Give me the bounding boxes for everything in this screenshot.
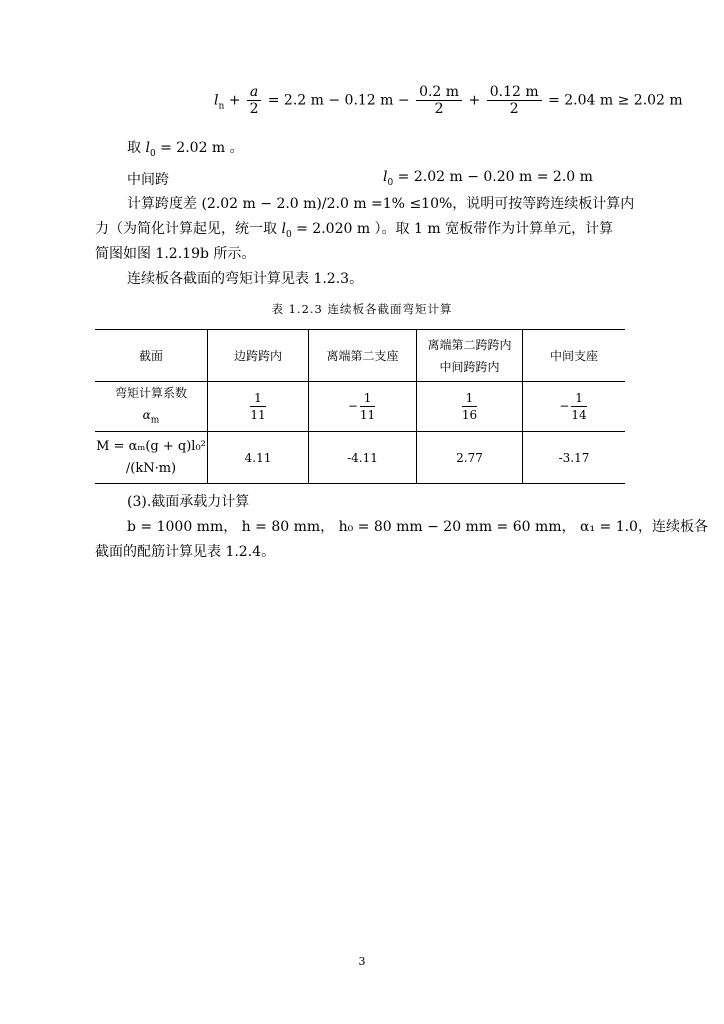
table-cell: -4.11 xyxy=(309,432,417,484)
table-header-cell: 中间支座 xyxy=(523,330,626,382)
take-prefix: 取 xyxy=(127,140,146,156)
middle-span-text: 中间跨 xyxy=(127,172,169,188)
table-header-cell: 截面 xyxy=(95,330,208,382)
frac-num: 1 xyxy=(462,390,477,407)
paragraph-line: 截面的配筋计算见表 1.2.4。 xyxy=(95,544,276,560)
eq-plus: + xyxy=(228,92,241,109)
section-heading: (3).截面承载力计算 xyxy=(127,494,250,510)
eq-rhs: = 2.04 m ≥ 2.02 m xyxy=(548,92,683,109)
table-header-cell xyxy=(417,330,523,382)
table-header-cell: 边跨跨内 xyxy=(208,330,309,382)
table-row xyxy=(95,432,625,484)
frac-den: 14 xyxy=(571,408,587,423)
eq-fraction-b xyxy=(416,84,462,117)
table-row-label xyxy=(95,382,208,432)
middle-span-label xyxy=(127,169,169,189)
middle-span-sub: 0 xyxy=(387,177,394,188)
take-sub: 0 xyxy=(149,148,156,159)
eq-middle: = 2.2 m − 0.12 m − xyxy=(267,92,410,109)
eq-fraction-c xyxy=(487,84,542,117)
eq-fraction-a xyxy=(247,84,261,117)
table-header-cell: 离端第二支座 xyxy=(309,330,417,382)
frac-num: 0.12 m xyxy=(487,84,542,101)
frac-den: 2 xyxy=(249,101,259,117)
table-cell: 2.77 xyxy=(417,432,523,484)
coef-fraction xyxy=(571,390,586,423)
alpha-sub: m xyxy=(150,415,160,426)
middle-span-value: = 2.02 m − 0.20 m = 2.0 m xyxy=(393,169,593,185)
table-cell xyxy=(523,382,626,432)
frac-num: 1 xyxy=(360,390,375,407)
frac-den: 2 xyxy=(509,101,519,117)
table-cell xyxy=(208,382,309,432)
para-text: = 2.020 m ）。取 1 m 宽板带作为计算单元，计算 xyxy=(291,221,614,237)
page-number: 3 xyxy=(358,955,366,968)
table-row-label xyxy=(95,432,208,484)
moment-table xyxy=(95,329,625,484)
frac-den: 11 xyxy=(359,408,376,423)
table-cell: -3.17 xyxy=(523,432,626,484)
table-cell xyxy=(309,382,417,432)
para-symbol: l xyxy=(281,221,286,237)
take-symbol: l xyxy=(145,140,150,156)
para-text: 力（为简化计算起见，统一取 xyxy=(95,221,282,237)
header-line: 离端第二跨跨内 xyxy=(427,337,512,352)
para-sub: 0 xyxy=(285,229,292,240)
equation-clear-span xyxy=(214,84,683,117)
frac-num: a xyxy=(247,84,261,101)
frac-den: 16 xyxy=(461,408,478,423)
coef-fraction xyxy=(250,390,265,423)
frac-num: 0.2 m xyxy=(416,84,462,101)
take-span-line xyxy=(127,137,244,159)
frac-num: 1 xyxy=(250,390,265,407)
middle-span-symbol: l xyxy=(383,169,388,185)
header-line: 中间跨跨内 xyxy=(439,359,500,374)
coef-fraction xyxy=(360,390,375,423)
table-cell: 4.11 xyxy=(208,432,309,484)
row-label-unit: /(kN·m) xyxy=(125,460,177,476)
table-header-row xyxy=(95,330,625,382)
sign: − xyxy=(559,399,570,414)
take-value: = 2.02 m 。 xyxy=(155,140,244,156)
row-label-symbol xyxy=(95,404,207,431)
frac-den: 2 xyxy=(434,101,444,117)
paragraph-line: 简图如图 1.2.19b 所示。 xyxy=(95,246,256,262)
paragraph-line: b = 1000 mm， h = 80 mm， h₀ = 80 mm − 20 mm = 60 mm， α₁ = 1.0，连续板各 xyxy=(127,519,708,535)
table-caption: 表 1.2.3 连续板各截面弯矩计算 xyxy=(271,302,453,316)
eq-sub-n: n xyxy=(218,101,225,112)
alpha-symbol: α xyxy=(142,408,151,422)
row-label-formula: M = αₘ(g + q)l₀² xyxy=(96,438,206,454)
eq-symbol-l: l xyxy=(214,92,219,109)
paragraph-line: 连续板各截面的弯矩计算见表 1.2.3。 xyxy=(127,271,364,287)
row-label-text: 弯矩计算系数 xyxy=(114,386,187,400)
middle-span-equation xyxy=(383,169,593,188)
paragraph-line xyxy=(95,218,613,240)
table-cell xyxy=(417,382,523,432)
sign: − xyxy=(347,399,358,414)
frac-den: 11 xyxy=(250,408,266,423)
table-row xyxy=(95,382,625,432)
coef-fraction xyxy=(462,390,477,423)
paragraph-line: 计算跨度差 (2.02 m − 2.0 m)/2.0 m =1% ≤10%，说明可按等跨连续板计算内 xyxy=(127,196,635,212)
frac-num: 1 xyxy=(571,390,586,407)
eq-plus-2: + xyxy=(468,92,481,109)
